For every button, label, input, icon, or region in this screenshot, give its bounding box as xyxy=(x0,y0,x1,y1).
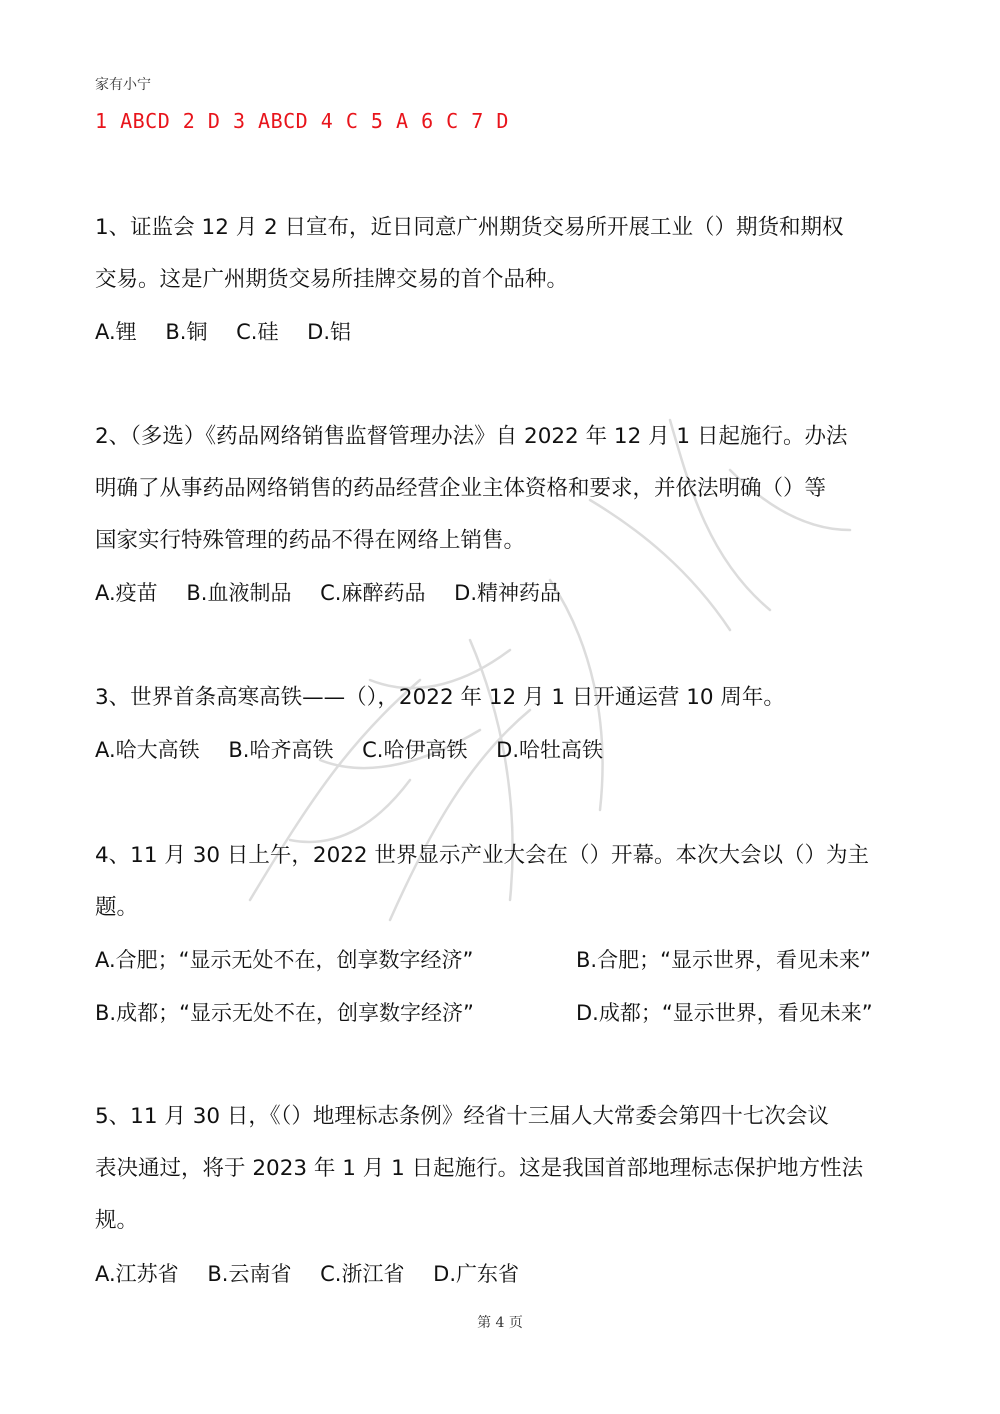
question-5-options xyxy=(95,1259,541,1289)
option-a: A.江苏省 xyxy=(95,1262,179,1286)
question-2-line-2: 明确了从事药品网络销售的药品经营企业主体资格和要求，并依法明确（）等 xyxy=(95,476,827,501)
question-4-line-1: 4、11 月 30 日上午，2022 世界显示产业大会在（）开幕。本次大会以（）为主 xyxy=(95,843,869,868)
option-c: C.哈伊高铁 xyxy=(362,738,468,762)
option-a: A.疫苗 xyxy=(95,581,158,605)
option-a: A.锂 xyxy=(95,320,137,344)
option-d: D.广东省 xyxy=(433,1262,520,1286)
question-3-options xyxy=(95,735,625,765)
answer-key: 1 ABCD 2 D 3 ABCD 4 C 5 A 6 C 7 D xyxy=(95,109,509,133)
question-4-line-2: 题。 xyxy=(95,895,139,920)
header-label: 家有小宁 xyxy=(95,77,151,93)
question-3-line-1: 3、世界首条高寒高铁——（），2022 年 12 月 1 日开通运营 10 周年。 xyxy=(95,685,785,710)
option-b: B.合肥；“显示世界，看见未来” xyxy=(576,948,871,972)
option-a: A.哈大高铁 xyxy=(95,738,200,762)
question-2-options xyxy=(95,578,583,608)
option-d: D.哈牡高铁 xyxy=(496,738,604,762)
option-b: B.云南省 xyxy=(207,1262,292,1286)
option-d: D.铝 xyxy=(307,320,352,344)
question-1-options xyxy=(95,317,373,347)
option-b: B.血液制品 xyxy=(186,581,292,605)
question-2-line-3: 国家实行特殊管理的药品不得在网络上销售。 xyxy=(95,528,526,553)
option-c: C.硅 xyxy=(236,320,279,344)
question-5-line-3: 规。 xyxy=(95,1208,139,1233)
question-2-line-1: 2、（多选）《药品网络销售监督管理办法》自 2022 年 12 月 1 日起施行。办法 xyxy=(95,424,848,449)
option-c: C.浙江省 xyxy=(320,1262,405,1286)
option-a: A.合肥；“显示无处不在，创享数字经济” xyxy=(95,948,474,972)
option-c: B.成都；“显示无处不在，创享数字经济” xyxy=(95,1001,474,1025)
option-b: B.铜 xyxy=(165,320,208,344)
question-5-line-2: 表决通过，将于 2023 年 1 月 1 日起施行。这是我国首部地理标志保护地方性法 xyxy=(95,1156,864,1181)
option-b: B.哈齐高铁 xyxy=(228,738,334,762)
option-c: C.麻醉药品 xyxy=(320,581,426,605)
question-1-line-1: 1、证监会 12 月 2 日宣布，近日同意广州期货交易所开展工业（）期货和期权 xyxy=(95,215,844,240)
option-d: D.成都；“显示世界，看见未来” xyxy=(576,1001,873,1025)
page-number: 第 4 页 xyxy=(477,1315,523,1331)
option-d: D.精神药品 xyxy=(454,581,562,605)
question-1-line-2: 交易。这是广州期货交易所挂牌交易的首个品种。 xyxy=(95,267,569,292)
question-5-line-1: 5、11 月 30 日，《（）地理标志条例》经省十三届人大常委会第四十七次会议 xyxy=(95,1104,829,1129)
